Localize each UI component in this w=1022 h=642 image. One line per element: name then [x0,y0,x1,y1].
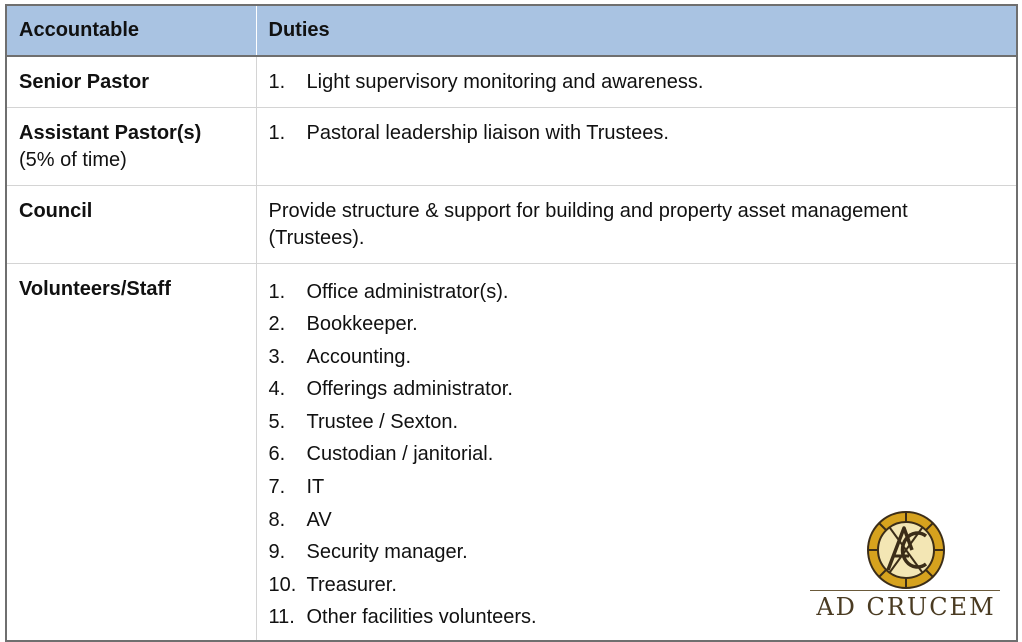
item-number: 4. [268,378,286,401]
duties-cell [256,107,1017,185]
item-text: Bookkeeper. [306,313,418,336]
ad-crucem-logo [808,510,1004,628]
item-text: Other facilities volunteers. [306,606,537,629]
item-number: 7. [268,476,286,499]
item-number: 8. [268,508,286,531]
table-row [6,185,1017,263]
item-number: 3. [268,345,286,368]
role-name: Council [19,199,93,222]
duties-list [269,120,1005,147]
list-item [269,276,1005,309]
table-row [6,56,1017,107]
item-number: 5. [268,410,286,433]
duties-list [269,69,1005,96]
role-cell [6,185,256,263]
item-number: 1. [268,280,286,303]
logo-wordmark: AD CRUCEM [816,593,996,621]
duties-cell [256,56,1017,107]
item-text: IT [306,476,325,499]
role-cell [6,263,256,641]
stained-glass-emblem-icon [860,510,952,590]
list-item [269,308,1005,341]
list-item [269,120,1005,147]
role-note: (5% of time) [19,148,127,171]
table-row [6,107,1017,185]
table-header-row [6,5,1017,56]
logo-rule [810,590,1000,591]
role-cell [6,56,256,107]
duties-text: Provide structure & support for building and property asset management (Trustees). [268,199,908,249]
list-item [269,373,1005,406]
item-text: Office administrator(s). [306,280,509,303]
item-number: 11. [268,606,295,629]
item-text: Trustee / Sexton. [306,410,459,433]
header-accountable: Accountable [6,5,256,56]
item-text: Treasurer. [306,573,397,596]
item-text: Accounting. [306,345,412,368]
header-duties: Duties [256,5,1017,56]
list-item [269,406,1005,439]
item-number: 1. [268,121,286,144]
item-text: Light supervisory monitoring and awareness. [306,71,704,93]
item-text: AV [306,508,332,531]
item-number: 1. [268,71,286,93]
item-number: 9. [268,541,286,564]
item-text: Offerings administrator. [306,378,513,401]
item-number: 2. [268,313,286,336]
role-name: Volunteers/Staff [19,277,171,300]
role-name: Senior Pastor [19,71,150,93]
item-text: Pastoral leadership liaison with Trustees. [306,121,669,144]
item-number: 10. [268,573,297,596]
list-item [269,69,1005,96]
list-item [269,471,1005,504]
item-number: 6. [268,443,286,466]
item-text: Security manager. [306,541,468,564]
role-cell [6,107,256,185]
list-item [269,438,1005,471]
role-name: Assistant Pastor(s) [19,121,202,144]
list-item [269,341,1005,374]
duties-cell [256,185,1017,263]
item-text: Custodian / janitorial. [306,443,494,466]
